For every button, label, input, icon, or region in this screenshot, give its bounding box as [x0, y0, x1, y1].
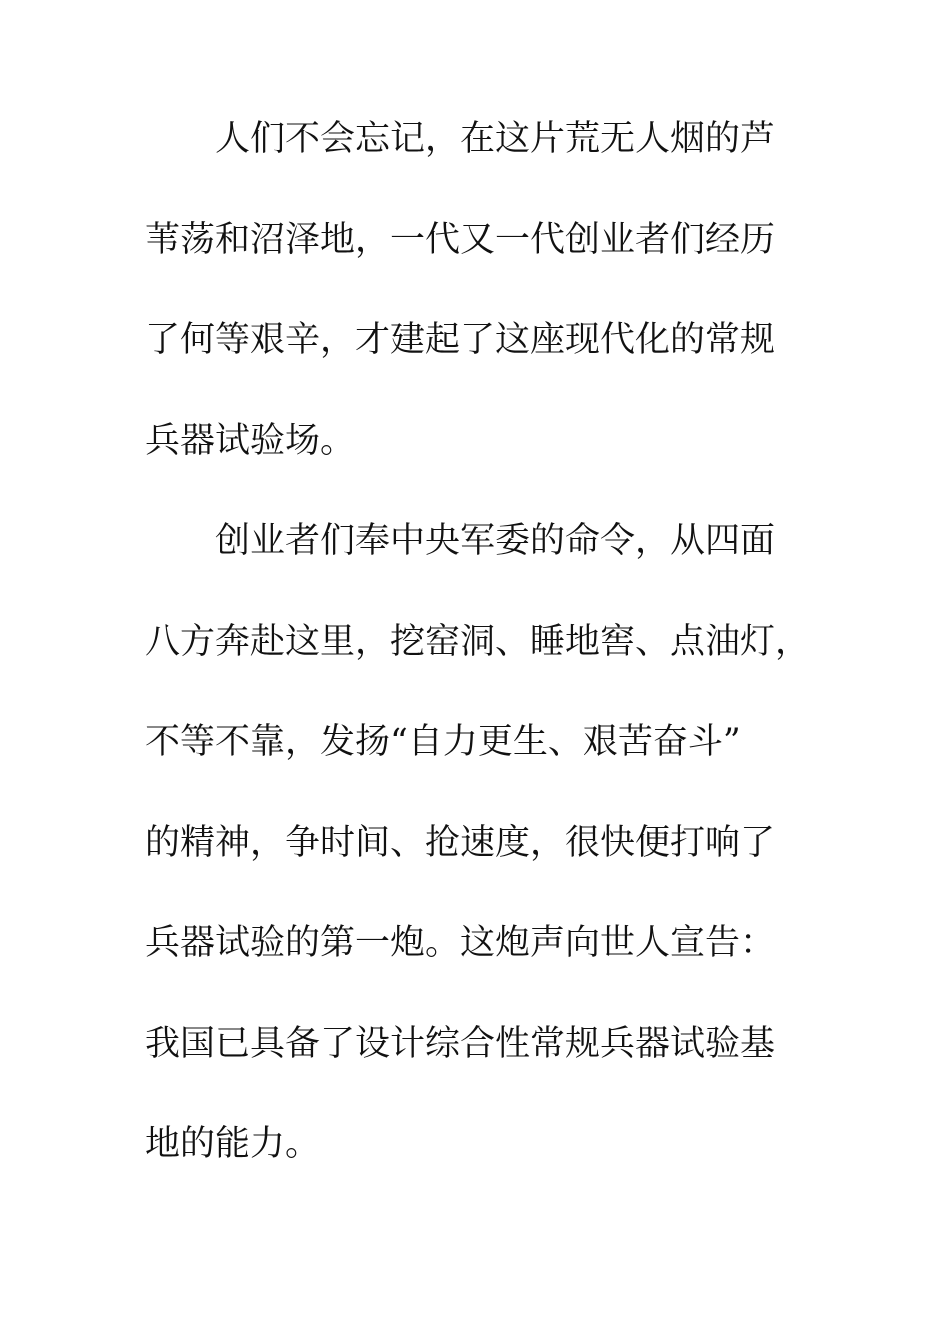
paragraph-1-line-1: 人们不会忘记，在这片荒无人烟的芦	[215, 119, 776, 159]
paragraph-2-line-1: 创业者们奉中央军委的命令，从四面	[215, 521, 776, 561]
paragraph-2-line-3: 不等不靠，发扬“自力更生、艰苦奋斗”	[145, 722, 741, 762]
body-text	[145, 119, 825, 1228]
paragraph-2-line-4: 的精神，争时间、抢速度，很快便打响了	[145, 822, 776, 863]
paragraph-1-line-3: 了何等艰辛，才建起了这座现代化的常规	[145, 320, 776, 360]
paragraph-2-line-5: 兵器试验的第一炮。这炮声向世人宣告：	[145, 923, 776, 963]
paragraph-1-line-4: 兵器试验场。	[145, 420, 356, 461]
paragraph-2-line-6: 我国已具备了设计综合性常规兵器试验基	[145, 1023, 776, 1064]
paragraph-1-line-2: 苇荡和沼泽地，一代又一代创业者们经历	[145, 219, 776, 260]
paragraph-2-line-2: 八方奔赴这里，挖窑洞、睡地窖、点油灯，	[145, 621, 811, 662]
paragraph-2-line-7: 地的能力。	[145, 1124, 321, 1164]
